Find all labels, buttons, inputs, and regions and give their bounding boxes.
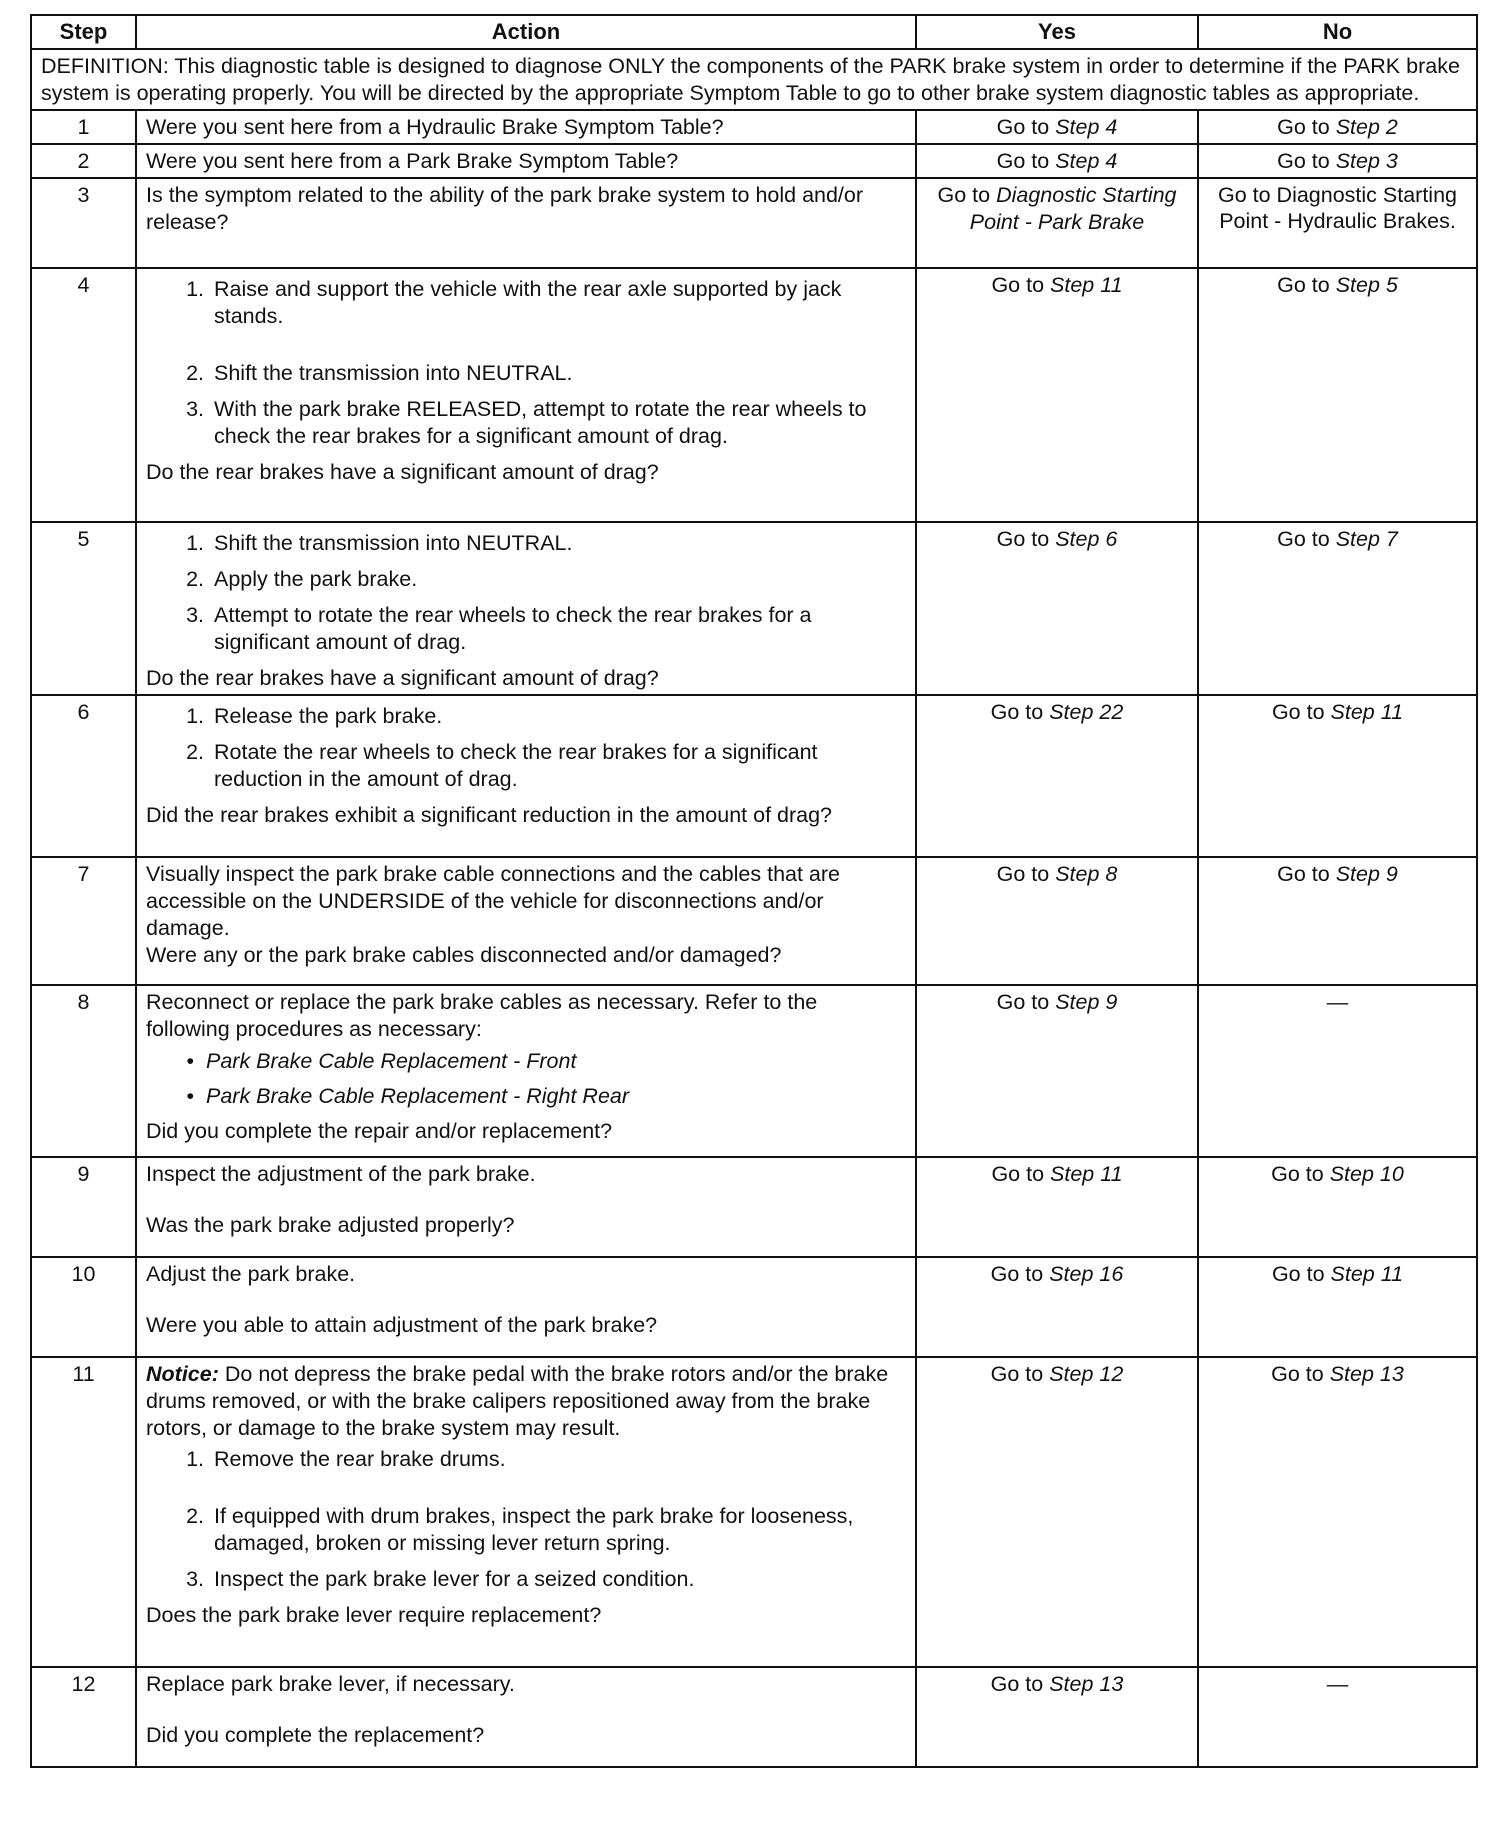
table-row <box>31 1357 1477 1667</box>
question-text: Did you complete the repair and/or replacement? <box>146 1119 613 1143</box>
step-number: 4 <box>31 268 136 522</box>
action-text: Reconnect or replace the park brake cables as necessary. Refer to the following procedures as necessary: <box>146 990 818 1041</box>
question-text: Did the rear brakes exhibit a significant reduction in the amount of drag? <box>146 803 833 827</box>
yes-result: Go to Step 11 <box>916 1157 1198 1257</box>
step-number: 6 <box>31 695 136 857</box>
step-number: 10 <box>31 1257 136 1357</box>
question-text: Was the park brake adjusted properly? <box>146 1213 515 1237</box>
action-cell <box>136 985 916 1157</box>
no-result: Go to Step 10 <box>1198 1157 1477 1257</box>
table-row <box>31 1257 1477 1357</box>
action-cell <box>136 1667 916 1767</box>
question-text: Do the rear brakes have a significant amount of drag? <box>146 460 659 484</box>
action-text: Were you sent here from a Hydraulic Brake Symptom Table? <box>136 110 916 144</box>
action-steps <box>146 276 906 450</box>
no-result: Go to Step 13 <box>1198 1357 1477 1667</box>
table-row <box>31 144 1477 178</box>
list-item: • Park Brake Cable Replacement - Front <box>186 1049 577 1073</box>
header-action: Action <box>136 15 916 49</box>
list-item: 2. Apply the park brake. <box>186 567 418 591</box>
action-cell <box>136 522 916 695</box>
definition-row <box>31 49 1477 110</box>
table-row <box>31 857 1477 985</box>
action-steps <box>146 1446 906 1593</box>
step-number: 9 <box>31 1157 136 1257</box>
question-text: Do the rear brakes have a significant amount of drag? <box>146 666 659 690</box>
action-cell <box>136 268 916 522</box>
action-cell <box>136 1257 916 1357</box>
table-row <box>31 178 1477 268</box>
yes-result: Go to Step 9 <box>916 985 1198 1157</box>
list-item: 1. Remove the rear brake drums. <box>186 1447 506 1471</box>
list-item: • Park Brake Cable Replacement - Right Rear <box>186 1084 630 1108</box>
action-steps <box>146 703 906 793</box>
no-result: Go to Step 7 <box>1198 522 1477 695</box>
no-result: Go to Step 5 <box>1198 268 1477 522</box>
no-result: Go to Step 11 <box>1198 695 1477 857</box>
action-cell <box>136 695 916 857</box>
list-item: 1. Release the park brake. <box>186 704 443 728</box>
step-number: 2 <box>31 144 136 178</box>
diagnostic-table <box>30 14 1478 1768</box>
action-cell <box>136 857 916 985</box>
yes-result: Go to Step 16 <box>916 1257 1198 1357</box>
no-result: Go to Step 9 <box>1198 857 1477 985</box>
yes-result: Go to Step 8 <box>916 857 1198 985</box>
notice-text: Notice: Do not depress the brake pedal with the brake rotors and/or the brake drums removed, or with the brake calipers repositioned away from the brake rotors, or damage to the brake system may result. <box>146 1362 889 1440</box>
step-number: 11 <box>31 1357 136 1667</box>
yes-result: Go to Step 12 <box>916 1357 1198 1667</box>
header-row <box>31 15 1477 49</box>
question-text: Does the park brake lever require replacement? <box>146 1603 602 1627</box>
notice-label: Notice: <box>146 1362 219 1386</box>
header-yes: Yes <box>916 15 1198 49</box>
action-text: Were you sent here from a Park Brake Symptom Table? <box>136 144 916 178</box>
action-text: Inspect the adjustment of the park brake. <box>146 1162 536 1186</box>
list-item: 3. Inspect the park brake lever for a seized condition. <box>186 1567 695 1591</box>
action-steps <box>146 530 906 656</box>
list-item: 1. Shift the transmission into NEUTRAL. <box>186 531 573 555</box>
table-row <box>31 1157 1477 1257</box>
definition-text: DEFINITION: This diagnostic table is designed to diagnose ONLY the components of the PARK brake system in order to determine if the PARK brake system is operating properly. You will be directed by the appropriate Symptom Table to go to other brake system diagnostic tables as appropriate. <box>31 49 1477 110</box>
yes-result: Go to Step 11 <box>916 268 1198 522</box>
table-row <box>31 522 1477 695</box>
list-item: 3. With the park brake RELEASED, attempt to rotate the rear wheels to check the rear brakes for a significant amount of drag. <box>186 397 867 448</box>
yes-result: Go to Diagnostic Starting Point - Park Brake <box>916 178 1198 268</box>
step-number: 3 <box>31 178 136 268</box>
action-text: Visually inspect the park brake cable connections and the cables that are accessible on the UNDERSIDE of the vehicle for disconnections and/or damage. <box>146 862 841 940</box>
action-text: Adjust the park brake. <box>146 1262 356 1286</box>
step-number: 7 <box>31 857 136 985</box>
no-result: Go to Step 2 <box>1198 110 1477 144</box>
step-number: 5 <box>31 522 136 695</box>
list-item: 1. Raise and support the vehicle with the rear axle supported by jack stands. <box>186 277 842 328</box>
no-result: — <box>1198 1667 1477 1767</box>
table-row <box>31 985 1477 1157</box>
table-row <box>31 268 1477 522</box>
yes-result: Go to Step 6 <box>916 522 1198 695</box>
yes-result: Go to Step 4 <box>916 110 1198 144</box>
question-text: Were any or the park brake cables disconnected and/or damaged? <box>146 943 782 967</box>
table-row <box>31 695 1477 857</box>
question-text: Were you able to attain adjustment of the park brake? <box>146 1313 658 1337</box>
no-result: — <box>1198 985 1477 1157</box>
header-no: No <box>1198 15 1477 49</box>
no-result: Go to Diagnostic Starting Point - Hydraulic Brakes. <box>1198 178 1477 268</box>
no-result: Go to Step 3 <box>1198 144 1477 178</box>
table-row <box>31 1667 1477 1767</box>
yes-result: Go to Step 4 <box>916 144 1198 178</box>
action-text: Is the symptom related to the ability of the park brake system to hold and/or release? <box>136 178 916 268</box>
action-cell <box>136 1157 916 1257</box>
yes-result: Go to Step 13 <box>916 1667 1198 1767</box>
list-item: 3. Attempt to rotate the rear wheels to check the rear brakes for a significant amount of drag. <box>186 603 812 654</box>
step-number: 12 <box>31 1667 136 1767</box>
step-number: 1 <box>31 110 136 144</box>
list-item: 2. If equipped with drum brakes, inspect the park brake for looseness, damaged, broken or missing lever return spring. <box>186 1504 854 1555</box>
list-item: 2. Rotate the rear wheels to check the rear brakes for a significant reduction in the amount of drag. <box>186 740 818 791</box>
list-item: 2. Shift the transmission into NEUTRAL. <box>186 361 573 385</box>
table-row <box>31 110 1477 144</box>
action-text: Replace park brake lever, if necessary. <box>146 1672 515 1696</box>
question-text: Did you complete the replacement? <box>146 1723 485 1747</box>
procedure-list <box>146 1048 906 1110</box>
yes-result: Go to Step 22 <box>916 695 1198 857</box>
step-number: 8 <box>31 985 136 1157</box>
action-cell <box>136 1357 916 1667</box>
header-step: Step <box>31 15 136 49</box>
no-result: Go to Step 11 <box>1198 1257 1477 1357</box>
